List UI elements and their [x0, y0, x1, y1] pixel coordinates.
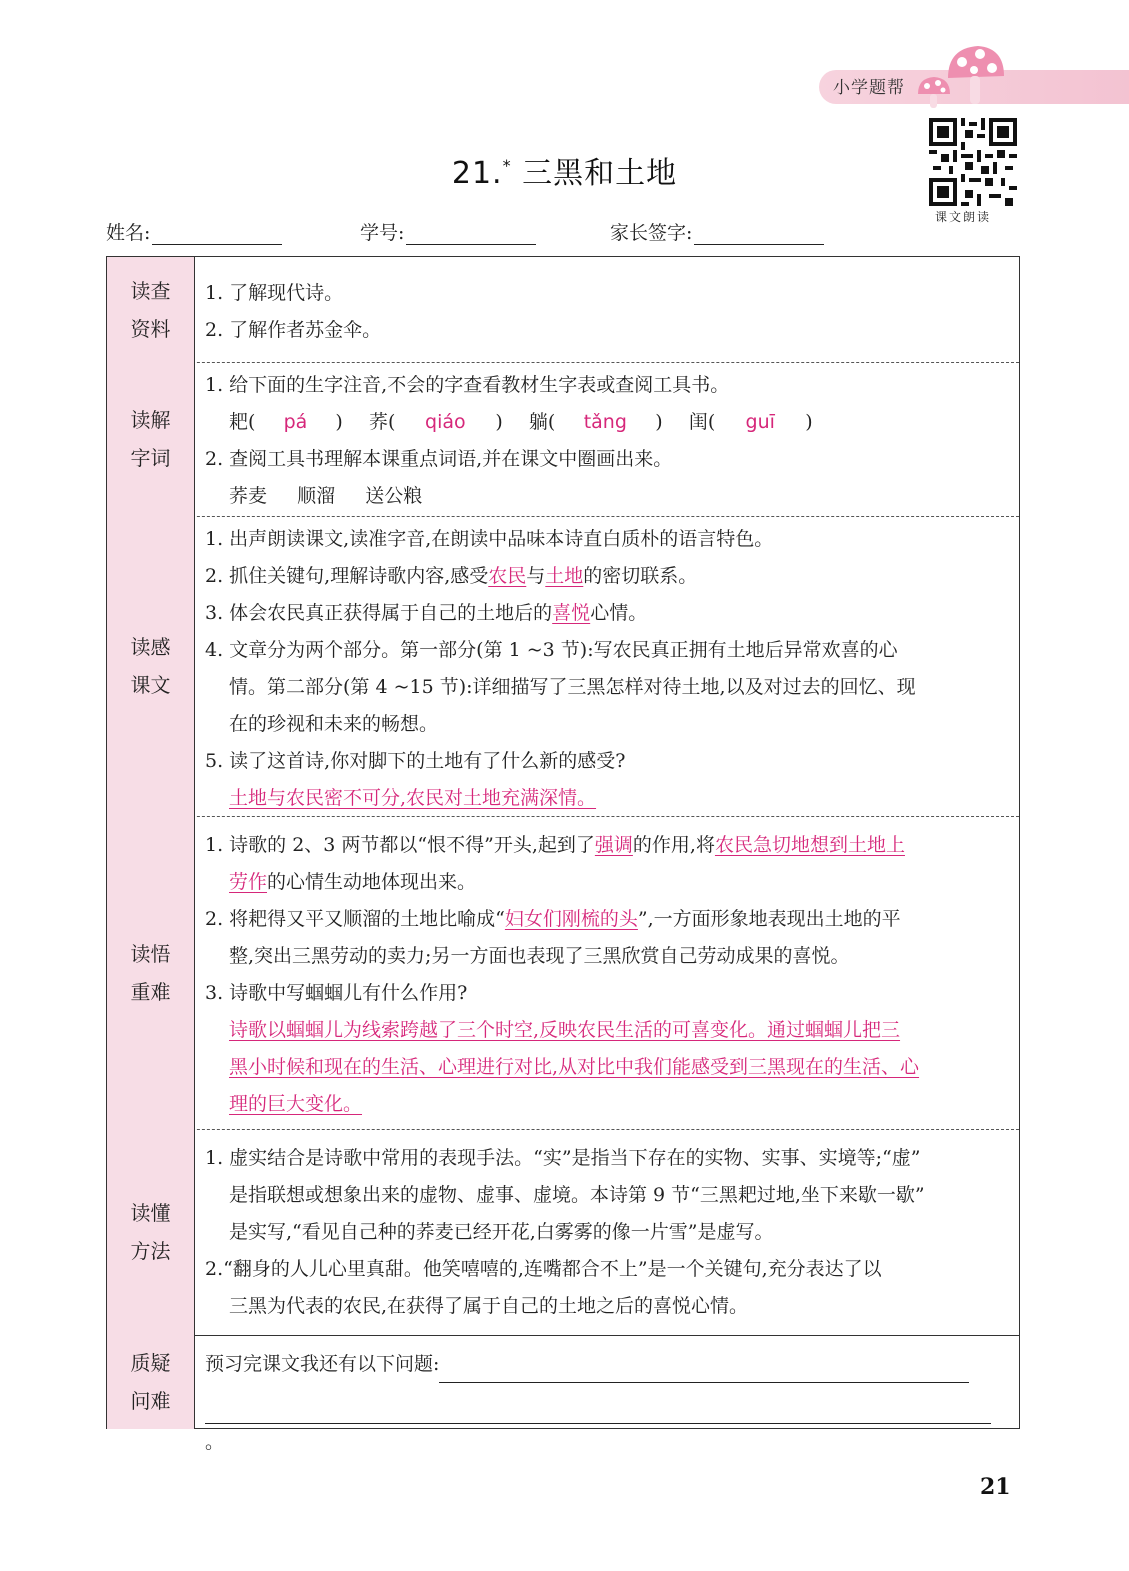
char: 荞(	[368, 411, 396, 433]
section-label	[107, 516, 195, 816]
char: 闺(	[688, 411, 716, 433]
qr-caption: 课文朗读	[935, 210, 992, 224]
answer: 黑小时候和现在的生活、心理进行对比,从对比中我们能感受到三黑现在的生活、心	[229, 1056, 920, 1078]
answer: 土地	[545, 565, 584, 587]
text: 2. 抓住关键句,理解诗歌内容,感受	[205, 565, 489, 587]
key-word: 顺溜	[297, 485, 336, 507]
section-label	[107, 362, 195, 516]
text: 的作用,将	[632, 834, 715, 856]
list-item	[205, 827, 1009, 864]
answer: 劳作	[229, 871, 268, 893]
section-label	[107, 1129, 195, 1335]
list-item	[205, 595, 1009, 632]
label-line: 字词	[130, 446, 171, 470]
answer-blank[interactable]	[439, 1359, 969, 1383]
list-item: 1. 了解现代诗。	[205, 282, 344, 304]
study-table	[106, 256, 1020, 1453]
label-line: 资料	[130, 316, 171, 341]
list-item-continued: 是实写,“看见自己种的荞麦已经开花,白雾雾的像一片雪”是虚写。	[229, 1221, 774, 1243]
text: 3. 体会农民真正获得属于自己的土地后的	[205, 602, 553, 624]
text: ”,一方面形象地表现出土地的平	[637, 908, 901, 930]
list-item: 1. 出声朗读课文,读准字音,在朗读中品味本诗直白质朴的语言特色。	[205, 528, 774, 550]
section-questions	[107, 1335, 1019, 1453]
lesson-title: 三黑和土地	[522, 156, 678, 191]
brand-label: 小学题帮	[833, 78, 905, 98]
list-item-continued: 情。第二部分(第 4 ~15 节):详细描写了三黑怎样对待土地,以及对过去的回忆、现	[229, 676, 916, 698]
page-title	[0, 148, 1129, 192]
list-item-continued: 在的珍视和未来的畅想。	[229, 713, 439, 735]
pinyin-answer[interactable]: guī	[745, 411, 775, 433]
label-line: 质疑	[130, 1351, 171, 1375]
paren: )	[335, 411, 343, 433]
section-label	[107, 816, 195, 1129]
key-word: 送公粮	[365, 485, 423, 507]
list-item: 2. 查阅工具书理解本课重点词语,并在课文中圈画出来。	[205, 448, 673, 470]
answer: 诗歌以蝈蝈儿为线索跨越了三个时空,反映农民生活的可喜变化。通过蝈蝈儿把三	[229, 1019, 901, 1041]
list-item-continued: 三黑为代表的农民,在获得了属于自己的土地之后的喜悦心情。	[229, 1295, 749, 1317]
section-key-points	[107, 816, 1019, 1129]
char: 耙(	[229, 411, 256, 433]
text: 2. 将耙得又平又顺溜的土地比喻成“	[205, 908, 505, 930]
section-methods	[107, 1129, 1019, 1335]
label-line: 读解	[130, 408, 171, 432]
label-line: 读感	[130, 635, 171, 659]
small-mushroom-icon	[916, 74, 952, 110]
student-id-blank[interactable]	[406, 223, 536, 245]
label-line: 问难	[130, 1389, 171, 1413]
prompt: 预习完课文我还有以下问题:	[205, 1353, 440, 1375]
question-line-2	[205, 1387, 1009, 1461]
name-label: 姓名:	[106, 222, 151, 244]
list-item: 3. 诗歌中写蝈蝈儿有什么作用?	[205, 982, 468, 1004]
section-label	[107, 257, 195, 362]
section-feel-text	[107, 516, 1019, 816]
list-item: 1. 虚实结合是诗歌中常用的表现手法。“实”是指当下存在的实物、实事、实境等;“虚”	[205, 1147, 921, 1169]
list-item: 4. 文章分为两个部分。第一部分(第 1 ~3 节):写农民真正拥有土地后异常欢喜的心	[205, 639, 898, 661]
section-read-research	[107, 257, 1019, 362]
answer: 强调	[594, 834, 633, 856]
label-line: 重难	[130, 979, 171, 1004]
parent-sign-field[interactable]	[610, 218, 824, 245]
section-content	[205, 367, 1009, 515]
label-line: 读懂	[130, 1201, 171, 1225]
section-content	[205, 827, 1009, 1123]
pinyin-answer[interactable]: pá	[283, 411, 308, 433]
list-item-continued: 整,突出三黑劳动的卖力;另一方面也表现了三黑欣赏自己劳动成果的喜悦。	[229, 945, 850, 967]
char: 躺(	[528, 411, 556, 433]
label-line: 读悟	[130, 941, 171, 966]
page-number: 21	[980, 1474, 1011, 1500]
key-word: 荞麦	[229, 485, 268, 507]
list-item	[205, 558, 1009, 595]
text: 心情。	[590, 602, 648, 624]
student-info-fields	[106, 218, 1026, 248]
lesson-number: 21.	[451, 156, 503, 191]
pinyin-answer[interactable]: qiáo	[425, 411, 466, 433]
list-item-continued	[205, 864, 1009, 901]
paren: )	[805, 411, 813, 433]
answer: 土地与农民密不可分,农民对土地充满深情。	[229, 787, 597, 809]
text: 1. 诗歌的 2、3 两节都以“恨不得”开头,起到了	[205, 834, 595, 856]
student-id-label: 学号:	[360, 222, 405, 244]
optional-mark: *	[502, 156, 512, 175]
question-line-1	[205, 1346, 1009, 1383]
list-item: 2. 了解作者苏金伞。	[205, 319, 382, 341]
list-item-continued: 是指联想或想象出来的虚物、虚事、虚境。本诗第 9 节“三黑耙过地,坐下来歇一歇”	[229, 1184, 925, 1206]
pinyin-row	[205, 404, 1009, 441]
parent-sign-label: 家长签字:	[610, 222, 693, 244]
label-line: 方法	[130, 1239, 171, 1263]
parent-sign-blank[interactable]	[694, 223, 824, 245]
list-item	[205, 901, 1009, 938]
list-item: 5. 读了这首诗,你对脚下的土地有了什么新的感受?	[205, 750, 626, 772]
section-content	[205, 521, 1009, 817]
section-words	[107, 362, 1019, 516]
section-content	[205, 275, 1009, 349]
answer: 农民	[488, 565, 527, 587]
list-item: 1. 给下面的生字注音,不会的字查看教材生字表或查阅工具书。	[205, 374, 730, 396]
section-label	[107, 1335, 195, 1429]
name-field[interactable]	[106, 218, 282, 245]
answer: 理的巨大变化。	[229, 1093, 363, 1115]
text: 的心情生动地体现出来。	[267, 871, 477, 893]
pinyin-answer[interactable]: tǎng	[583, 411, 627, 433]
section-content	[205, 1140, 1009, 1325]
text: 与	[526, 565, 546, 587]
answer: 农民急切地想到土地上	[714, 834, 905, 856]
text: 的密切联系。	[583, 565, 698, 587]
paren: )	[495, 411, 503, 433]
label-line: 读查	[130, 278, 171, 303]
section-content	[205, 1346, 1009, 1461]
list-item: 2.“翻身的人儿心里真甜。他笑嘻嘻的,连嘴都合不上”是一个关键句,充分表达了以	[205, 1258, 882, 1280]
label-line: 课文	[130, 673, 171, 697]
answer: 喜悦	[552, 602, 591, 624]
paren: )	[655, 411, 663, 433]
word-row	[205, 478, 1009, 515]
name-blank[interactable]	[152, 223, 282, 245]
answer-blank[interactable]	[205, 1400, 991, 1424]
student-id-field[interactable]	[360, 218, 536, 245]
answer: 妇女们刚梳的头	[504, 908, 638, 930]
period: 。	[205, 1431, 225, 1453]
